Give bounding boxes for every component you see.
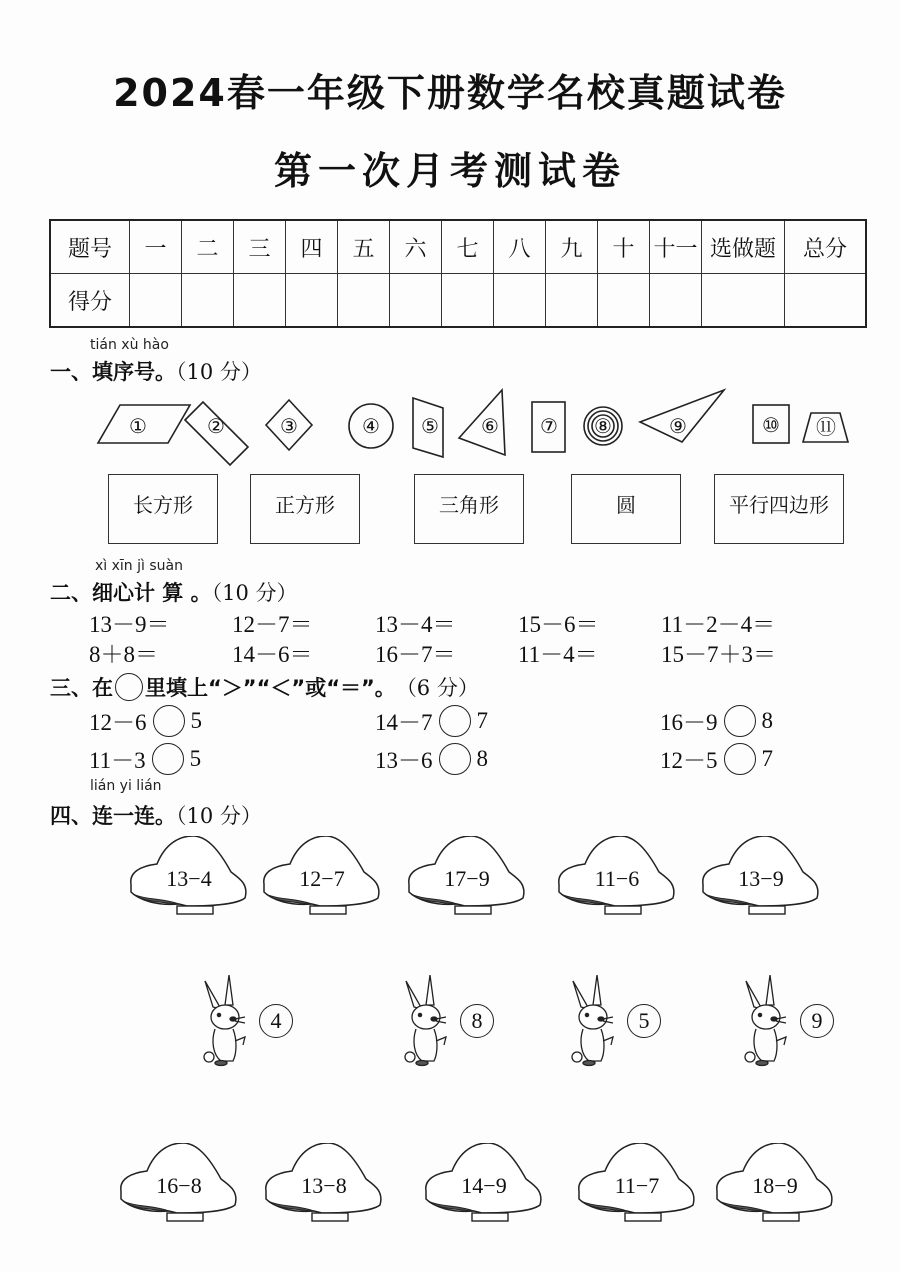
- calc-item: 12－7＝: [232, 612, 313, 637]
- svg-text:②: ②: [207, 416, 225, 438]
- score-input-row: [50, 274, 866, 328]
- answer-circle[interactable]: [724, 705, 756, 737]
- svg-text:①: ①: [129, 416, 147, 438]
- svg-text:⑥: ⑥: [481, 416, 499, 438]
- rabbit-icon: [396, 975, 452, 1067]
- col-header: 总分: [785, 220, 867, 274]
- row-label-question-no: 题号: [50, 220, 130, 274]
- col-header: 一: [130, 220, 182, 274]
- compare-item: 11－3 5: [89, 742, 201, 775]
- col-header: 八: [494, 220, 546, 274]
- rabbit-item-4[interactable]: [736, 975, 834, 1067]
- answer-circle[interactable]: [439, 705, 471, 737]
- mushroom-top-2[interactable]: 12−7: [260, 836, 384, 916]
- score-cell[interactable]: [650, 274, 702, 328]
- svg-text:⑪: ⑪: [816, 417, 836, 439]
- mushroom-top-1[interactable]: 13−4: [127, 836, 251, 916]
- col-header: 七: [442, 220, 494, 274]
- col-header: 六: [390, 220, 442, 274]
- compare-item: 13－6 8: [375, 742, 488, 775]
- section2-heading: 二、细心计 算 。（10 分）: [50, 581, 298, 605]
- section2-pinyin: xì xīn jì suàn: [95, 558, 183, 574]
- shapes-figure: [0, 380, 900, 470]
- mushroom-top-5[interactable]: 13−9: [699, 836, 823, 916]
- compare-item: 12－6 5: [89, 704, 202, 737]
- mushroom-bottom-5[interactable]: 18−9: [713, 1143, 837, 1223]
- col-header: 四: [286, 220, 338, 274]
- svg-text:⑩: ⑩: [762, 415, 780, 437]
- rabbit-number: 9: [800, 1004, 834, 1038]
- mushroom-top-4[interactable]: 11−6: [555, 836, 679, 916]
- score-cell[interactable]: [182, 274, 234, 328]
- col-header: 九: [546, 220, 598, 274]
- row-label-score: 得分: [50, 274, 130, 328]
- score-cell[interactable]: [702, 274, 785, 328]
- score-table: [49, 219, 867, 328]
- exam-subtitle: 第一次月考测试卷: [273, 149, 626, 193]
- section4-heading: 四、连一连。（10 分）: [50, 804, 262, 828]
- mushroom-top-3[interactable]: 17−9: [405, 836, 529, 916]
- calc-item: 15－7＋3＝: [661, 642, 776, 667]
- score-cell[interactable]: [546, 274, 598, 328]
- answer-circle[interactable]: [153, 705, 185, 737]
- svg-text:⑤: ⑤: [421, 416, 439, 438]
- score-cell[interactable]: [442, 274, 494, 328]
- rabbit-item-3[interactable]: [563, 975, 661, 1067]
- col-header: 二: [182, 220, 234, 274]
- rabbit-item-2[interactable]: [396, 975, 494, 1067]
- calc-item: 15－6＝: [518, 612, 599, 637]
- answer-circle[interactable]: [152, 743, 184, 775]
- rabbit-number: 4: [259, 1004, 293, 1038]
- section3-heading: 三、在 里填上“＞”“＜”或“＝”。 （6 分）: [50, 672, 479, 702]
- score-cell[interactable]: [494, 274, 546, 328]
- col-header: 十一: [650, 220, 702, 274]
- exam-title: 2024春一年级下册数学名校真题试卷: [113, 71, 787, 115]
- svg-text:⑧: ⑧: [594, 416, 612, 438]
- compare-item: 16－9 8: [660, 704, 773, 737]
- mushroom-bottom-3[interactable]: 14−9: [422, 1143, 546, 1223]
- rabbit-number: 5: [627, 1004, 661, 1038]
- calc-item: 16－7＝: [375, 642, 456, 667]
- score-cell[interactable]: [598, 274, 650, 328]
- section1-heading: 一、填序号。（10 分）: [50, 360, 262, 384]
- calc-item: 11－4＝: [518, 642, 598, 667]
- rabbit-icon: [195, 975, 251, 1067]
- svg-text:⑨: ⑨: [669, 416, 687, 438]
- compare-item: 12－5 7: [660, 742, 773, 775]
- mushroom-bottom-4[interactable]: 11−7: [575, 1143, 699, 1223]
- score-header-row: [50, 220, 866, 274]
- answer-circle[interactable]: [439, 743, 471, 775]
- score-cell[interactable]: [234, 274, 286, 328]
- mushroom-bottom-1[interactable]: 16−8: [117, 1143, 241, 1223]
- score-cell[interactable]: [390, 274, 442, 328]
- category-box-rectangle[interactable]: 长方形: [108, 474, 218, 544]
- calc-item: 13－9＝: [89, 612, 170, 637]
- col-header: 十: [598, 220, 650, 274]
- score-cell[interactable]: [130, 274, 182, 328]
- col-header: 选做题: [702, 220, 785, 274]
- section4-pinyin: lián yi lián: [90, 778, 162, 794]
- category-box-square[interactable]: 正方形: [250, 474, 360, 544]
- rabbit-item-1[interactable]: [195, 975, 293, 1067]
- rabbit-icon: [736, 975, 792, 1067]
- mushroom-bottom-2[interactable]: 13−8: [262, 1143, 386, 1223]
- calc-item: 11－2－4＝: [661, 612, 776, 637]
- rabbit-icon: [563, 975, 619, 1067]
- score-cell[interactable]: [338, 274, 390, 328]
- svg-text:③: ③: [280, 416, 298, 438]
- col-header: 五: [338, 220, 390, 274]
- svg-text:⑦: ⑦: [540, 416, 558, 438]
- section1-pinyin: tián xù hào: [90, 337, 169, 353]
- score-cell[interactable]: [286, 274, 338, 328]
- category-box-circle[interactable]: 圆: [571, 474, 681, 544]
- calc-item: 8＋8＝: [89, 642, 158, 667]
- col-header: 三: [234, 220, 286, 274]
- answer-circle[interactable]: [724, 743, 756, 775]
- score-cell[interactable]: [785, 274, 867, 328]
- calc-item: 13－4＝: [375, 612, 456, 637]
- blank-circle-icon: [115, 673, 143, 701]
- category-box-triangle[interactable]: 三角形: [414, 474, 524, 544]
- svg-text:④: ④: [362, 416, 380, 438]
- compare-item: 14－7 7: [375, 704, 488, 737]
- category-box-parallelogram[interactable]: 平行四边形: [714, 474, 844, 544]
- rabbit-number: 8: [460, 1004, 494, 1038]
- calc-item: 14－6＝: [232, 642, 313, 667]
